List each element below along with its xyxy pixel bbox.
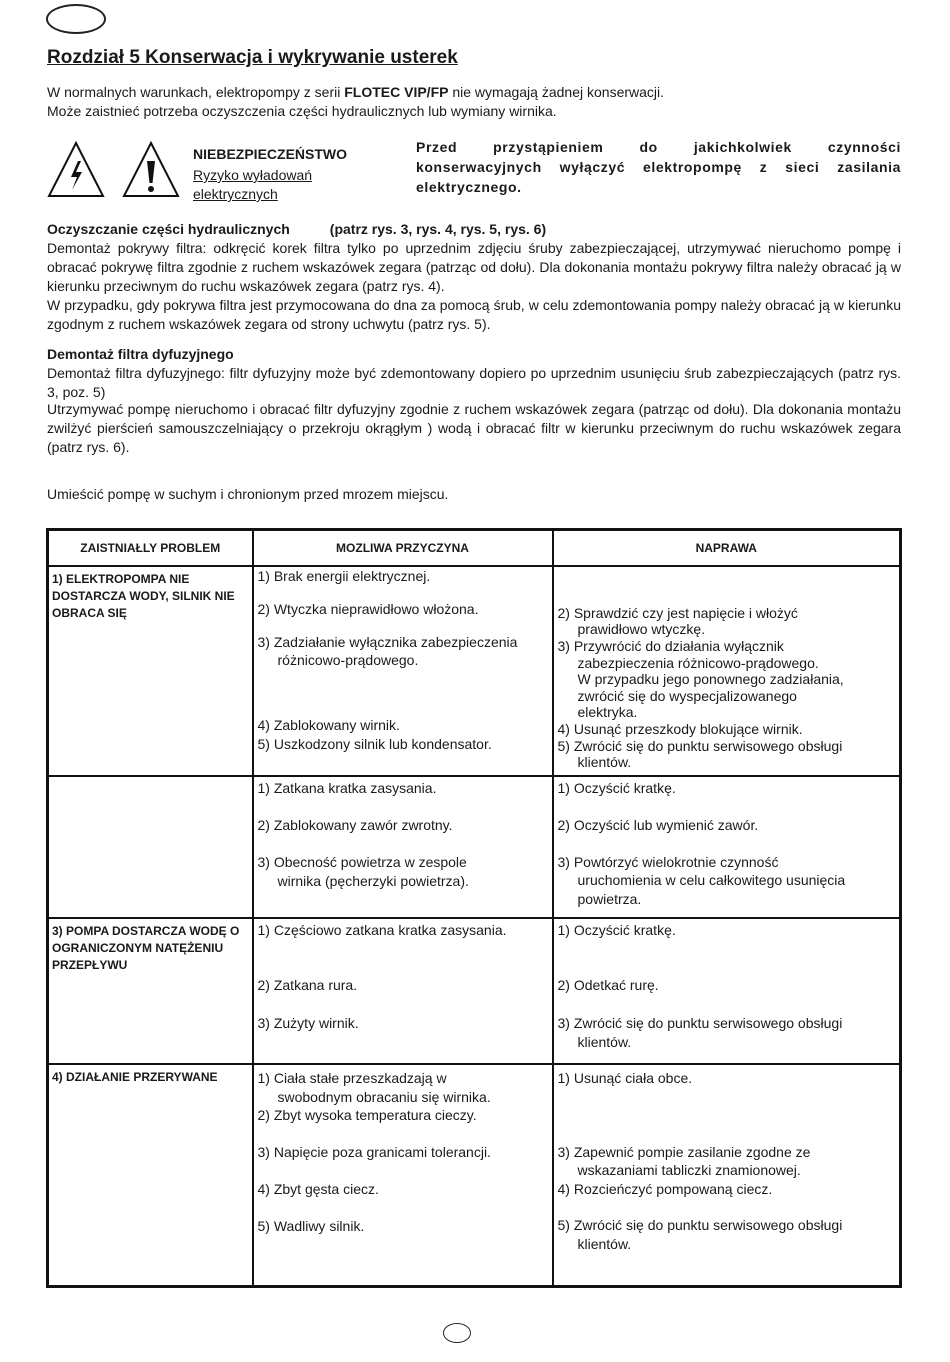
cleaning-heading-text: Oczyszczanie części hydraulicznych bbox=[47, 221, 290, 237]
cause-line: 2) Zbyt wysoka temperatura cieczy. bbox=[257, 1107, 477, 1123]
fix-line: prawidłowo wtyczkę. bbox=[577, 621, 706, 637]
fix-cell bbox=[553, 918, 901, 1064]
fix-line: klientów. bbox=[577, 754, 632, 770]
fix-line: klientów. bbox=[577, 1034, 632, 1050]
table-row bbox=[48, 566, 901, 776]
cleaning-heading bbox=[47, 220, 546, 239]
fix-line: elektryka. bbox=[577, 704, 638, 720]
cleaning-heading-ref: (patrz rys. 3, rys. 4, rys. 5, rys. 6) bbox=[329, 221, 547, 237]
fix-line: powietrza. bbox=[577, 891, 642, 907]
fix-line: 1) Oczyścić kratkę. bbox=[557, 922, 676, 938]
problem-cell: 1) ELEKTROPOMPA NIE DOSTARCZA WODY, SILNIK NIE OBRACA SIĘ bbox=[48, 566, 253, 776]
cause-line: 4) Zbyt gęsta ciecz. bbox=[257, 1181, 379, 1197]
table-row bbox=[48, 1064, 901, 1286]
fix-cell bbox=[553, 1064, 901, 1286]
fix-line: 1) Oczyścić kratkę. bbox=[557, 780, 676, 796]
problem-cell: 3) POMPA DOSTARCZA WODĘ O OGRANICZONYM NATĘŻENIU PRZEPŁYWU bbox=[48, 918, 253, 1064]
cause-line: 1) Zatkana kratka zasysania. bbox=[257, 780, 437, 796]
language-badge-oval bbox=[46, 4, 106, 34]
diffuser-heading: Demontaż filtra dyfuzyjnego bbox=[47, 346, 234, 362]
problem-cell bbox=[48, 776, 253, 918]
fix-line: 4) Rozcieńczyć pompowaną ciecz. bbox=[557, 1181, 773, 1197]
cause-cell bbox=[253, 1064, 553, 1286]
cause-line: 1) Brak energii elektrycznej. bbox=[257, 568, 431, 584]
fix-line: 5) Zwrócić się do punktu serwisowego obsługi bbox=[557, 1217, 843, 1233]
fix-cell bbox=[553, 776, 901, 918]
troubleshooting-table bbox=[46, 528, 902, 1288]
cause-line: 3) Zadziałanie wyłącznika zabezpieczenia bbox=[257, 634, 518, 650]
cause-cell bbox=[253, 776, 553, 918]
cause-line: 4) Zablokowany wirnik. bbox=[257, 717, 400, 733]
exclamation-warning-icon bbox=[124, 143, 178, 196]
header-problem: ZAISTNIAŁLY PROBLEM bbox=[48, 530, 253, 567]
language-badge-oval-bottom bbox=[443, 1323, 471, 1343]
table-row bbox=[48, 776, 901, 918]
fix-line: 4) Usunąć przeszkody blokujące wirnik. bbox=[557, 721, 803, 737]
fix-line: zwrócić się do wyspecjalizowanego bbox=[577, 688, 797, 704]
fix-line: 3) Zwrócić się do punktu serwisowego obsługi bbox=[557, 1015, 843, 1031]
intro-text-end: nie wymagają żadnej konserwacji. bbox=[448, 84, 665, 100]
fix-line: 3) Zapewnić pompie zasilanie zgodne ze bbox=[557, 1144, 811, 1160]
cause-line: swobodnym obracaniu się wirnika. bbox=[277, 1089, 491, 1105]
cause-line: wirnika (pęcherzyki powietrza). bbox=[277, 873, 469, 889]
cleaning-paragraph-2: W przypadku, gdy pokrywa filtra jest przymocowana do dna za pomocą śrub, w celu zdemontowania pompy należy obracać ją w kierunku zgodnym z ruchem wskazówek zegara od strony uchwytu (patrz rys. 5). bbox=[47, 297, 901, 332]
header-fix: NAPRAWA bbox=[553, 530, 901, 567]
storage-note: Umieścić pompę w suchym i chronionym przed mrozem miejscu. bbox=[47, 486, 449, 502]
warning-icons bbox=[47, 141, 187, 204]
electric-hazard-icon bbox=[49, 143, 103, 196]
warning-text: Przed przystąpieniem do jakichkolwiek czynności konserwacyjnych wyłączyć elektropompę z sieci zasilania elektrycznego. bbox=[416, 139, 901, 195]
fix-line: 2) Odetkać rurę. bbox=[557, 977, 659, 993]
cause-line: 5) Wadliwy silnik. bbox=[257, 1218, 365, 1234]
fix-line: W przypadku jego ponownego zadziałania, bbox=[577, 671, 844, 687]
fix-line: 1) Usunąć ciała obce. bbox=[557, 1070, 693, 1086]
fix-line: 2) Sprawdzić czy jest napięcie i włożyć bbox=[557, 605, 798, 621]
chapter-title: Rozdział 5 Konserwacja i wykrywanie usterek bbox=[47, 47, 458, 68]
cause-line: 2) Zatkana rura. bbox=[257, 977, 358, 993]
fix-line: 3) Powtórzyć wielokrotnie czynność bbox=[557, 854, 779, 870]
intro-text: W normalnych warunkach, elektropompy z serii bbox=[47, 84, 345, 100]
fix-line: 5) Zwrócić się do punktu serwisowego obsługi bbox=[557, 738, 843, 754]
cause-line: 2) Zablokowany zawór zwrotny. bbox=[257, 817, 453, 833]
header-cause: MOZLIWA PRZYCZYNA bbox=[253, 530, 553, 567]
fix-line: 3) Przywrócić do działania wyłącznik bbox=[557, 638, 784, 654]
fix-line: 2) Oczyścić lub wymienić zawór. bbox=[557, 817, 759, 833]
fix-line: zabezpieczenia różnicowo-prądowego. bbox=[577, 655, 819, 671]
fix-cell bbox=[553, 566, 901, 776]
intro-line-1 bbox=[47, 83, 664, 102]
cleaning-paragraph-1: Demontaż pokrywy filtra: odkręcić korek filtra tylko po uprzednim zdjęciu śruby zabezpieczającej, utrzymywać nieruchomo pompę i obracać pokrywę filtra zgodnie z ruchem wskazówek zegara (patrząc od dołu). Dla dokonania montażu pokrywy filtra należy obracać ją w kierunku przeciwnym do ruchu wskazówek zegara (patrz rys. 4). bbox=[47, 240, 901, 294]
intro-line-2: Może zaistnieć potrzeba oczyszczenia części hydraulicznych lub wymiany wirnika. bbox=[47, 103, 557, 119]
fix-line: klientów. bbox=[577, 1236, 632, 1252]
fix-line: uruchomienia w celu całkowitego usunięcia bbox=[577, 872, 846, 888]
warning-title: NIEBEZPIECZEŃSTWO bbox=[193, 146, 348, 162]
diffuser-paragraph-1: Demontaż filtra dyfuzyjnego: filtr dyfuzyjny może być zdemontowany dopiero po uprzednim usunięciu śrub zabezpieczających (patrz rys. 3, poz. 5) bbox=[47, 365, 901, 400]
diffuser-paragraph-2: Utrzymywać pompę nieruchomo i obracać filtr dyfuzyjny zgodnie z ruchem wskazówek zegara (patrząc od dołu). Dla dokonania montażu zwilżyć pierścień samouszczelniający o przekroju okrągłym ) wodą i obracać filtr w kierunku przeciwnym do ruchu wskazówek zegara (patrz rys. 6). bbox=[47, 401, 901, 455]
problem-cell: 4) DZIAŁANIE PRZERYWANE bbox=[48, 1064, 253, 1286]
cause-line: 3) Napięcie poza granicami tolerancji. bbox=[257, 1144, 491, 1160]
cause-cell bbox=[253, 566, 553, 776]
cause-line: 5) Uszkodzony silnik lub kondensator. bbox=[257, 736, 492, 752]
table-row bbox=[48, 918, 901, 1064]
cause-cell bbox=[253, 918, 553, 1064]
cause-line: 1) Częściowo zatkana kratka zasysania. bbox=[257, 922, 507, 938]
cause-line: 1) Ciała stałe przeszkadzają w bbox=[257, 1070, 447, 1086]
cause-line: 3) Zużyty wirnik. bbox=[257, 1015, 359, 1031]
fix-line: wskazaniami tabliczki znamionowej. bbox=[577, 1162, 801, 1178]
product-series: FLOTEC VIP/FP bbox=[344, 84, 449, 100]
cause-line: różnicowo-prądowego. bbox=[277, 652, 419, 668]
table-header-row bbox=[48, 530, 901, 567]
cause-line: 2) Wtyczka nieprawidłowo włożona. bbox=[257, 601, 479, 617]
warning-subtitle: Ryzyko wyładowań elektrycznych bbox=[193, 167, 313, 202]
cause-line: 3) Obecność powietrza w zespole bbox=[257, 854, 467, 870]
